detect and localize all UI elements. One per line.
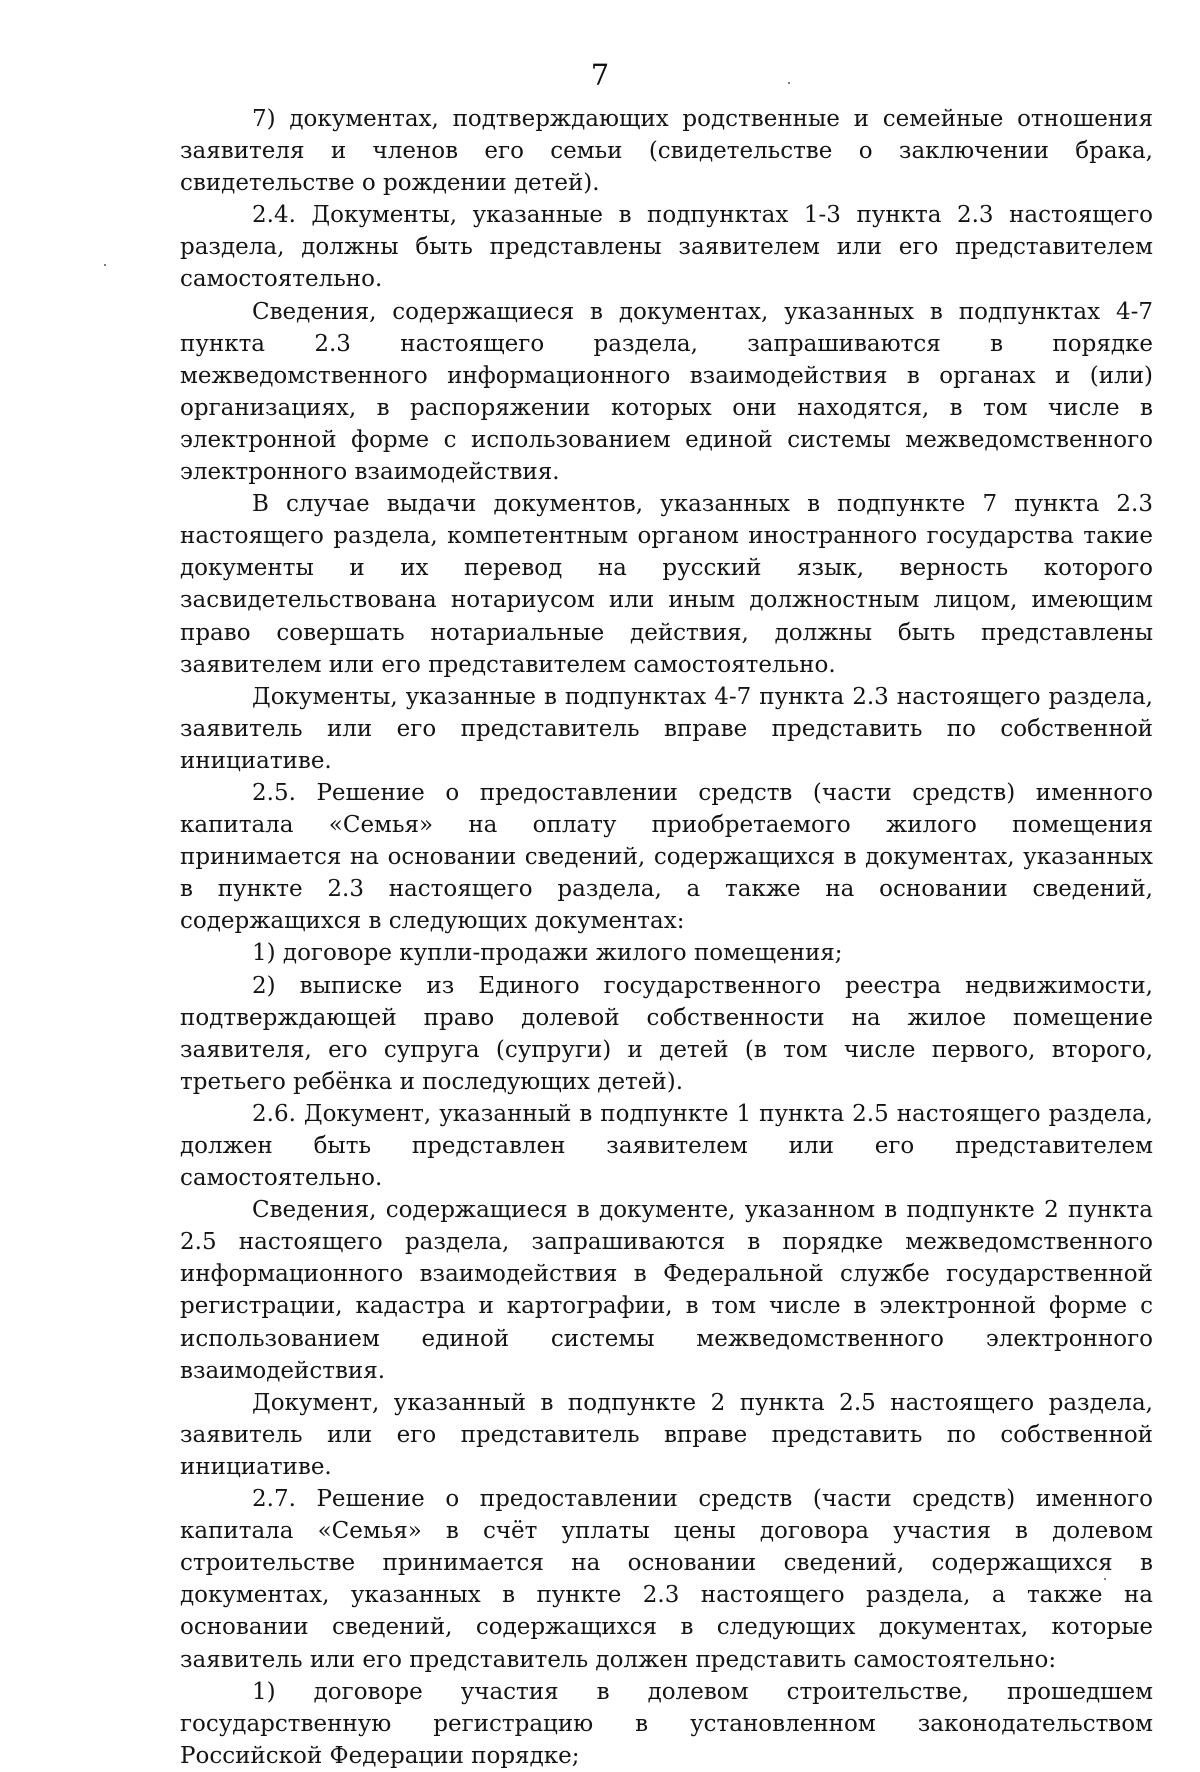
paragraph-item-7-family-documents: 7) документах, подтверждающих родственные и семейные отношения заявителя и членов его семьи (свидетельстве о заключении брака, свидетельстве о рождении детей).	[180, 106, 1153, 197]
scan-speck	[104, 264, 106, 266]
paragraph-2-4-interagency: Сведения, содержащиеся в документах, указанных в подпунктах 4-7 пункта 2.3 настоящего раздела, запрашиваются в порядке межведомственного информационного взаимодействия в органах и (или) организациях, в распоряжении которых они находятся, в том числе в электронной форме с использованием единой системы межведомственного электронного взаимодействия.	[180, 298, 1153, 486]
paragraph-2-5-item-2: 2) выписке из Единого государственного реестра недвижимости, подтверждающей право долевой собственности на жилое помещение заявителя, его супруга (супруги) и детей (в том числе первого, второго, третьего ребёнка и последующих детей).	[180, 972, 1153, 1095]
paragraph-2-6-interagency: Сведения, содержащиеся в документе, указанном в подпункте 2 пункта 2.5 настоящего раздела, запрашиваются в порядке межведомственного информационного взаимодействия в Федеральной службе государственной регистрации, кадастра и картографии, в том числе в электронной форме с использованием единой системы межведомственного электронного взаимодействия.	[180, 1197, 1153, 1384]
scan-speck	[1104, 1578, 1106, 1580]
paragraph-2-4-foreign-documents: В случае выдачи документов, указанных в подпункте 7 пункта 2.3 настоящего раздела, компетентным органом иностранного государства такие документы и их перевод на русский язык, верность которого засвидетельствована нотариусом или иным должностным лицом, имеющим право совершать нотариальные действия, должны быть представлены заявителем или его представителем самостоятельно.	[180, 491, 1153, 678]
document-body	[180, 103, 1153, 1772]
paragraph-2-4-own-initiative: Документы, указанные в подпунктах 4-7 пункта 2.3 настоящего раздела, заявитель или его представитель вправе представить по собственной инициативе.	[180, 683, 1153, 774]
paragraph-2-5-item-1: 1) договоре купли-продажи жилого помещения;	[252, 940, 843, 967]
paragraph-2-4: 2.4. Документы, указанные в подпунктах 1-3 пункта 2.3 настоящего раздела, должны быть представлены заявителем или его представителем самостоятельно.	[180, 202, 1153, 293]
paragraph-2-6: 2.6. Документ, указанный в подпункте 1 пункта 2.5 настоящего раздела, должен быть представлен заявителем или его представителем самостоятельно.	[180, 1100, 1153, 1192]
page-number: 7	[590, 58, 610, 92]
scan-speck	[788, 82, 790, 84]
paragraph-2-7: 2.7. Решение о предоставлении средств (части средств) именного капитала «Семья» в счёт уплаты цены договора участия в долевом строительстве принимается на основании сведений, содержащихся в документах, указанных в пункте 2.3 настоящего раздела, а также на основании сведений, содержащихся в следующих документах, которые заявитель или его представитель должен представить самостоятельно:	[180, 1486, 1153, 1673]
paragraph-2-5: 2.5. Решение о предоставлении средств (части средств) именного капитала «Семья» на оплату приобретаемого жилого помещения принимается на основании сведений, содержащихся в документах, указанных в пункте 2.3 настоящего раздела, а также на основании сведений, содержащихся в следующих документах:	[180, 779, 1153, 935]
paragraph-2-6-own-initiative: Документ, указанный в подпункте 2 пункта 2.5 настоящего раздела, заявитель или его представитель вправе представить по собственной инициативе.	[180, 1389, 1153, 1480]
paragraph-2-7-item-1: 1) договоре участия в долевом строительстве, прошедшем государственную регистрацию в установленном законодательством Российской Федерации порядке;	[180, 1678, 1153, 1769]
